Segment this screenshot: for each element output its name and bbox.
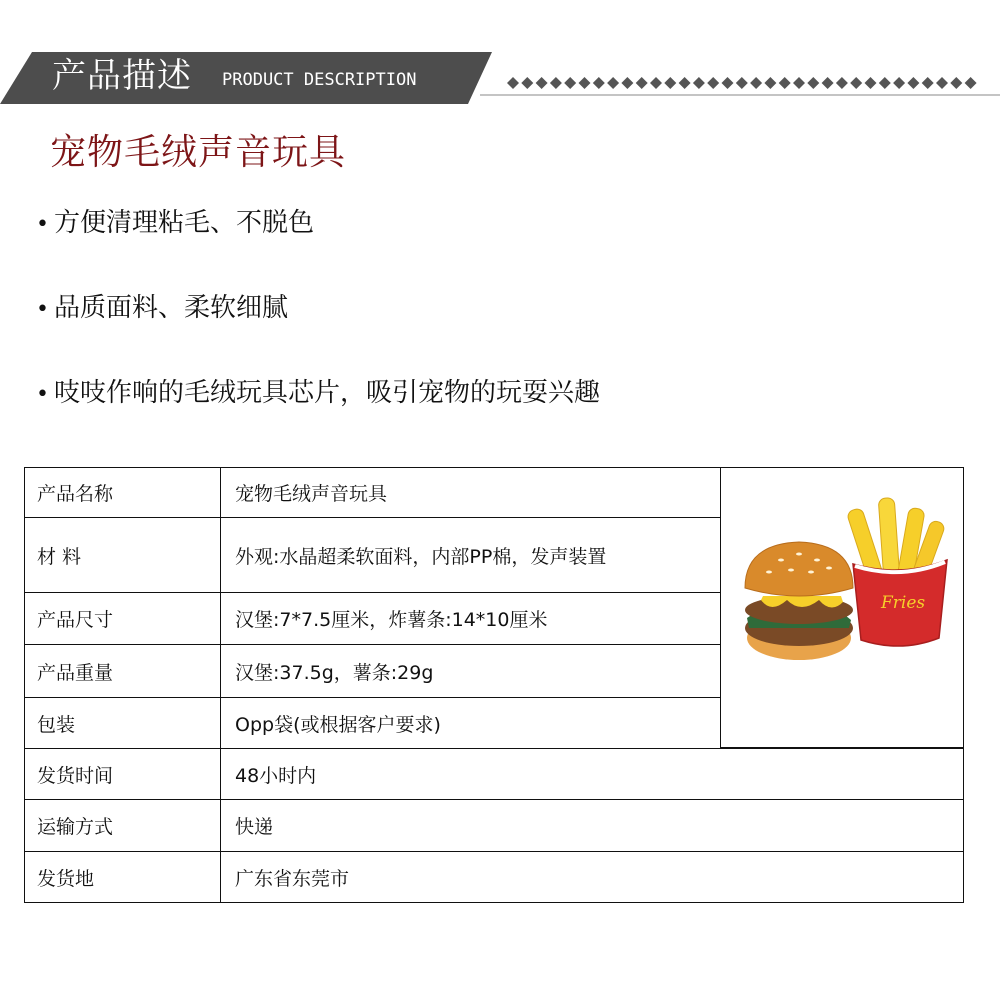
row-label: 发货地 [25,852,221,902]
product-title: 宠物毛绒声音玩具 [50,132,347,173]
row-value: 48小时内 [235,764,317,787]
row-label: 材 料 [25,518,221,592]
bullet-dot: • [36,212,49,237]
table-row [25,852,963,902]
diamond-shape [621,77,633,89]
diamond-shape [650,77,662,89]
feature-text: 吱吱作响的毛绒玩具芯片，吸引宠物的玩耍兴趣 [54,378,601,408]
feature-text: 品质面料、柔软细腻 [54,293,289,323]
diamond-shape [550,77,562,89]
diamond-shape [836,77,848,89]
feature-bullet [36,375,600,413]
table-row [25,698,720,748]
table-row [25,800,963,852]
row-label: 包装 [25,698,221,748]
diamond-shape [521,77,533,89]
row-label: 产品重量 [25,645,221,697]
diamond-shape [779,77,791,89]
diamond-shape [607,77,619,89]
diamond-shape [793,77,805,89]
diamond-shape [893,77,905,89]
bullet-dot: • [36,297,49,322]
diamond-shape [736,77,748,89]
diamond-shape [564,77,576,89]
diamond-shape [593,77,605,89]
diamond-shape [693,77,705,89]
row-value: Opp袋(或根据客户要求) [235,713,441,736]
diamond-shape [850,77,862,89]
diamond-shape [936,77,948,89]
diamond-shape [807,77,819,89]
fries-toy [846,498,947,646]
row-value: 汉堡:7*7.5厘米，炸薯条:14*10厘米 [235,609,548,631]
diamond-shape [950,77,962,89]
diamond-shape [822,77,834,89]
spec-table [24,467,964,903]
diamond-shape [922,77,934,89]
section-title-cn: 产品描述 [52,56,192,96]
diamond-shape [722,77,734,89]
diamond-shape [865,77,877,89]
diamond-shape [707,77,719,89]
diamond-shape [907,77,919,89]
diamond-shape [664,77,676,89]
diamond-shape [679,77,691,89]
bullet-dot: • [36,382,49,407]
table-row [25,645,720,698]
row-value: 外观:水晶超柔软面料，内部PP棉，发声装置 [235,545,607,568]
section-title-en: PRODUCT DESCRIPTION [222,70,417,90]
table-row [25,518,720,593]
diamond-shape [879,77,891,89]
diamond-shape [965,77,977,89]
product-photo-burger-fries [721,468,962,746]
diamond-shape [750,77,762,89]
row-value: 快递 [235,816,274,838]
table-row [25,748,963,800]
row-label: 发货时间 [25,749,221,799]
row-value: 汉堡:37.5g，薯条:29g [235,661,434,684]
row-label: 产品名称 [25,468,221,517]
diamond-shape [636,77,648,89]
row-label: 运输方式 [25,800,221,851]
row-value: 宠物毛绒声音玩具 [235,483,388,505]
feature-text: 方便清理粘毛、不脱色 [54,208,315,238]
diamond-shape [536,77,548,89]
diamond-shape [764,77,776,89]
row-value: 广东省东莞市 [235,867,350,890]
feature-bullet [36,205,314,243]
feature-bullet [36,290,288,328]
fries-bag-label: Fries [881,593,926,613]
table-row [25,593,720,645]
diamond-decoration-strip [505,73,985,93]
diamond-shape [507,77,519,89]
row-label: 产品尺寸 [25,593,221,644]
table-row [25,468,720,518]
burger-toy [745,542,853,660]
diamond-shape [579,77,591,89]
product-image-cell [720,468,963,748]
